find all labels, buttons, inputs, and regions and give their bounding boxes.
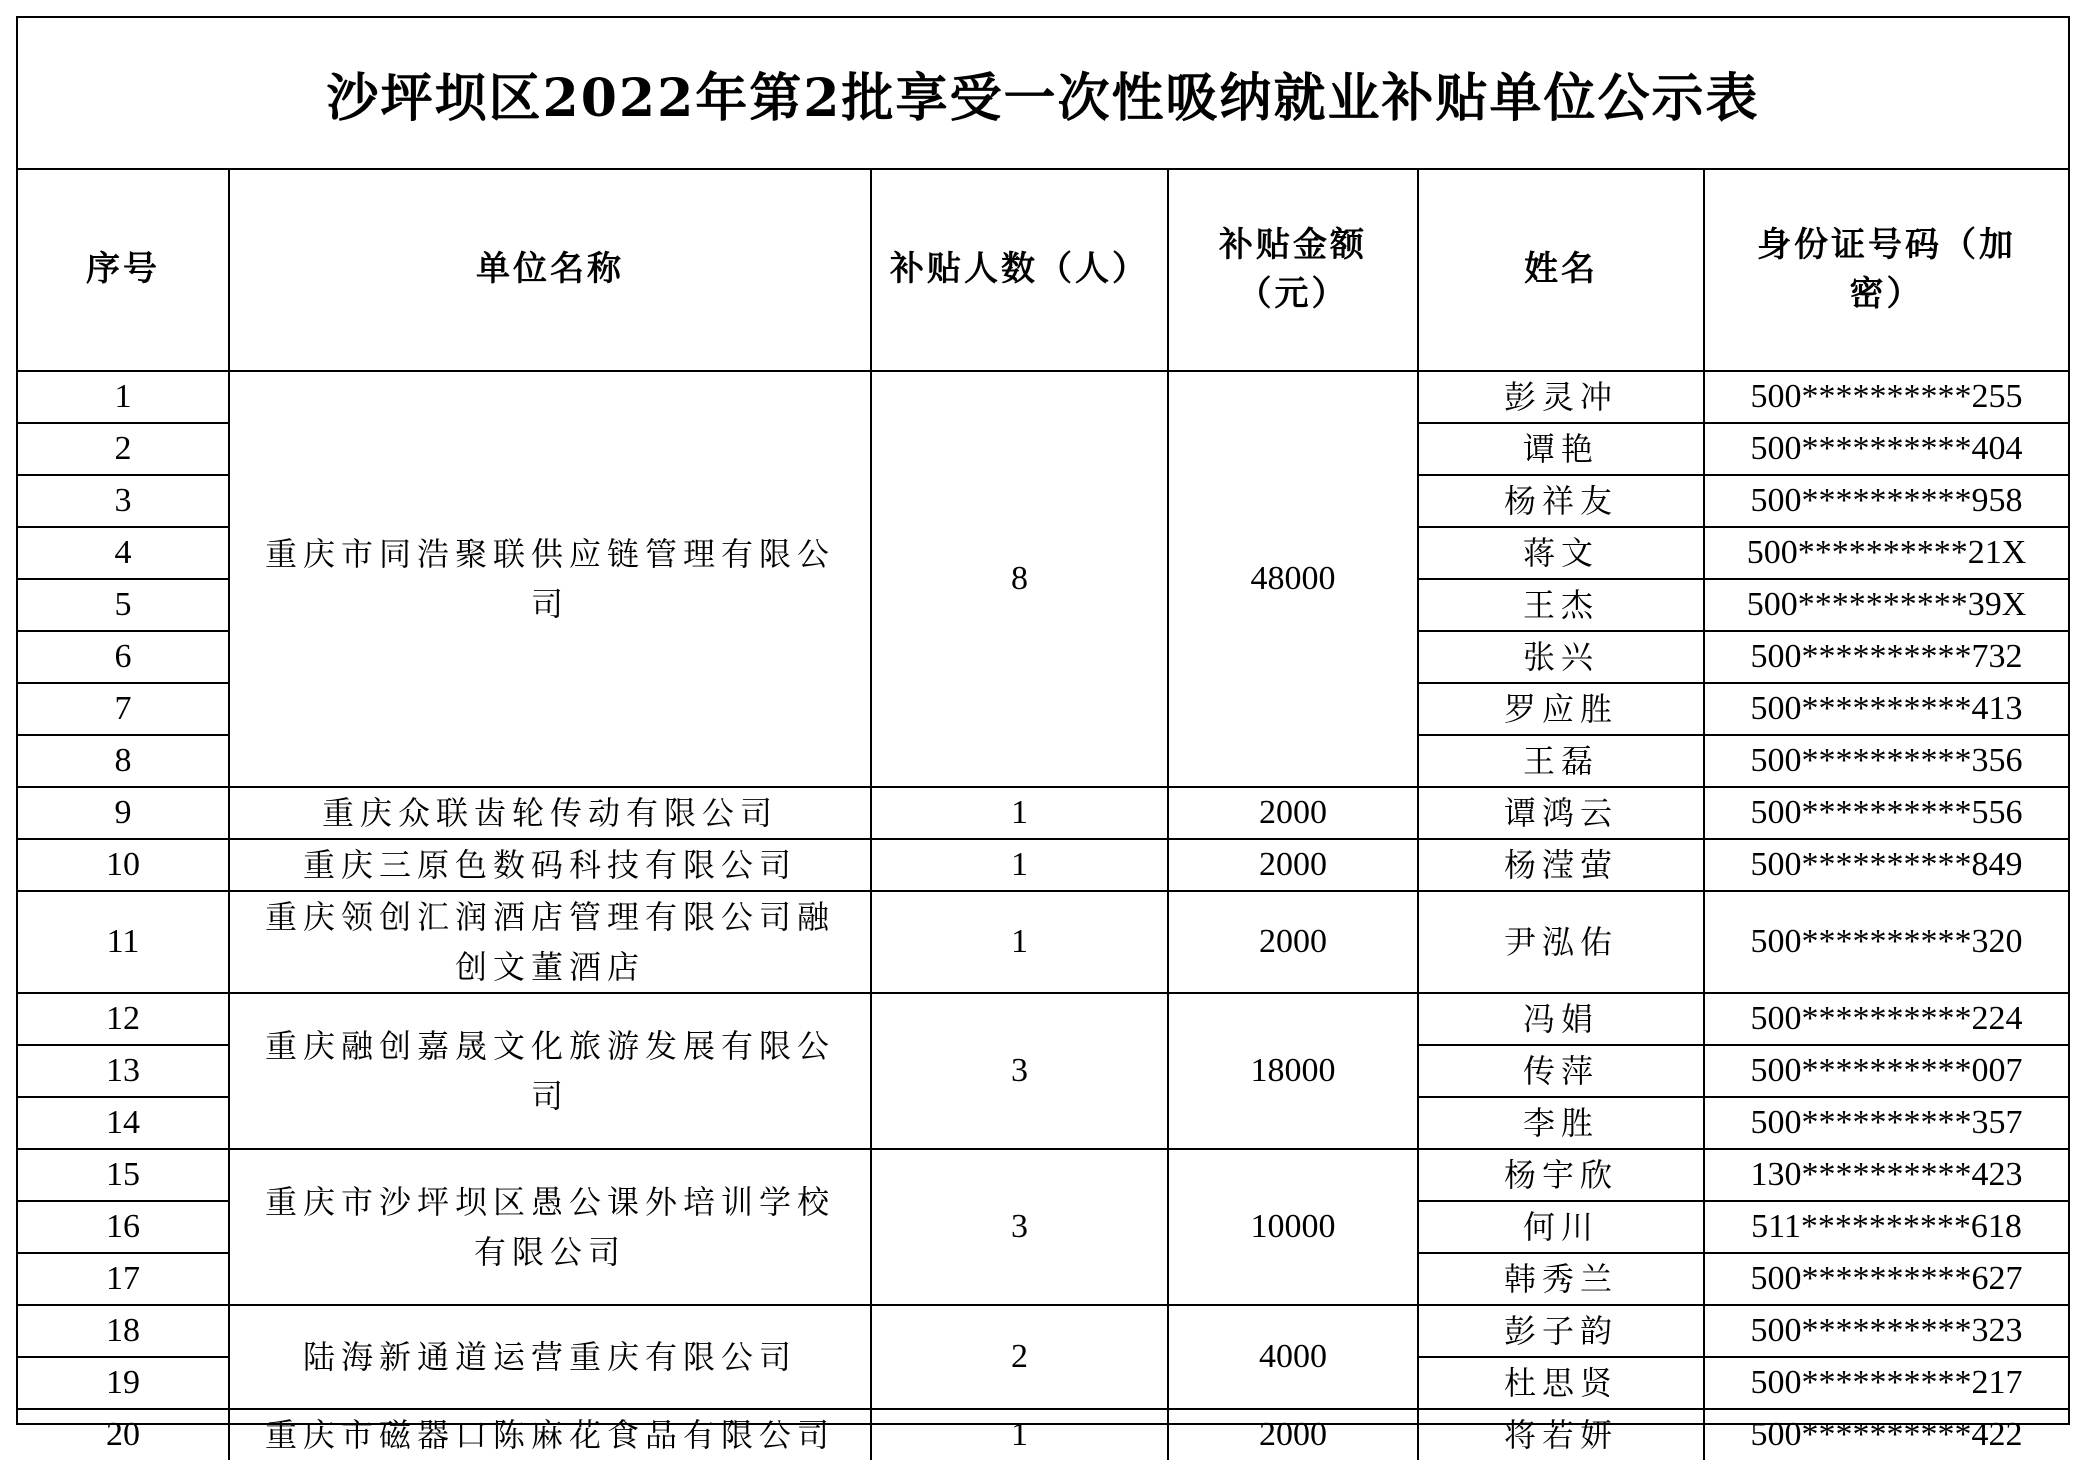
id-number: 500**********217 (1704, 1357, 2068, 1409)
subsidy-count: 1 (871, 1409, 1168, 1460)
header-index: 序号 (18, 170, 229, 371)
row-index: 6 (18, 631, 229, 683)
subsidy-count: 1 (871, 787, 1168, 839)
table-row (18, 1305, 2068, 1357)
person-name: 何川 (1418, 1201, 1704, 1253)
id-number: 500**********007 (1704, 1045, 2068, 1097)
table-row (18, 787, 2068, 839)
person-name: 冯娟 (1418, 993, 1704, 1045)
id-number: 500**********21X (1704, 527, 2068, 579)
company-name: 重庆市同浩聚联供应链管理有限公司 (229, 371, 871, 787)
row-index: 15 (18, 1149, 229, 1201)
row-index: 8 (18, 735, 229, 787)
company-name: 重庆融创嘉晟文化旅游发展有限公司 (229, 993, 871, 1149)
id-number: 500**********849 (1704, 839, 2068, 891)
id-number: 500**********357 (1704, 1097, 2068, 1149)
table-row (18, 371, 2068, 423)
subsidy-amount: 2000 (1168, 839, 1418, 891)
id-number: 500**********224 (1704, 993, 2068, 1045)
id-number: 500**********732 (1704, 631, 2068, 683)
subsidy-amount: 2000 (1168, 1409, 1418, 1460)
header-count: 补贴人数（人） (871, 170, 1168, 371)
person-name: 将若妍 (1418, 1409, 1704, 1460)
id-number: 500**********356 (1704, 735, 2068, 787)
id-number: 500**********958 (1704, 475, 2068, 527)
row-index: 1 (18, 371, 229, 423)
table-row (18, 839, 2068, 891)
header-row (18, 170, 2068, 371)
company-name: 重庆三原色数码科技有限公司 (229, 839, 871, 891)
subsidy-amount: 2000 (1168, 787, 1418, 839)
id-number: 500**********39X (1704, 579, 2068, 631)
row-index: 20 (18, 1409, 229, 1460)
subsidy-amount: 18000 (1168, 993, 1418, 1149)
id-number: 500**********320 (1704, 891, 2068, 993)
row-index: 10 (18, 839, 229, 891)
person-name: 谭艳 (1418, 423, 1704, 475)
row-index: 19 (18, 1357, 229, 1409)
id-number: 511**********618 (1704, 1201, 2068, 1253)
person-name: 张兴 (1418, 631, 1704, 683)
person-name: 蒋文 (1418, 527, 1704, 579)
header-id: 身份证号码（加密） (1704, 170, 2068, 371)
row-index: 5 (18, 579, 229, 631)
person-name: 杨祥友 (1418, 475, 1704, 527)
person-name: 尹泓佑 (1418, 891, 1704, 993)
title-bar (18, 18, 2068, 170)
subsidy-count: 3 (871, 1149, 1168, 1305)
row-index: 13 (18, 1045, 229, 1097)
person-name: 杨滢萤 (1418, 839, 1704, 891)
subsidy-amount: 4000 (1168, 1305, 1418, 1409)
person-name: 杨宇欣 (1418, 1149, 1704, 1201)
page-title: 沙坪坝区2022年第2批享受一次性吸纳就业补贴单位公示表 (326, 67, 1760, 129)
subsidy-count: 1 (871, 891, 1168, 993)
row-index: 14 (18, 1097, 229, 1149)
id-number: 130**********423 (1704, 1149, 2068, 1201)
person-name: 罗应胜 (1418, 683, 1704, 735)
subsidy-count: 2 (871, 1305, 1168, 1409)
header-company: 单位名称 (229, 170, 871, 371)
row-index: 7 (18, 683, 229, 735)
person-name: 传萍 (1418, 1045, 1704, 1097)
row-index: 2 (18, 423, 229, 475)
header-amount: 补贴金额（元） (1168, 170, 1418, 371)
table-row (18, 1149, 2068, 1201)
id-number: 500**********556 (1704, 787, 2068, 839)
id-number: 500**********413 (1704, 683, 2068, 735)
row-index: 16 (18, 1201, 229, 1253)
company-name: 陆海新通道运营重庆有限公司 (229, 1305, 871, 1409)
table-row (18, 891, 2068, 993)
subsidy-amount: 48000 (1168, 371, 1418, 787)
subsidy-count: 1 (871, 839, 1168, 891)
header-name: 姓名 (1418, 170, 1704, 371)
subsidy-amount: 10000 (1168, 1149, 1418, 1305)
subsidy-count: 8 (871, 371, 1168, 787)
row-index: 12 (18, 993, 229, 1045)
person-name: 彭子韵 (1418, 1305, 1704, 1357)
row-index: 17 (18, 1253, 229, 1305)
row-index: 4 (18, 527, 229, 579)
person-name: 杜思贤 (1418, 1357, 1704, 1409)
person-name: 韩秀兰 (1418, 1253, 1704, 1305)
subsidy-amount: 2000 (1168, 891, 1418, 993)
row-index: 9 (18, 787, 229, 839)
row-index: 18 (18, 1305, 229, 1357)
id-number: 500**********422 (1704, 1409, 2068, 1460)
id-number: 500**********627 (1704, 1253, 2068, 1305)
id-number: 500**********255 (1704, 371, 2068, 423)
person-name: 王磊 (1418, 735, 1704, 787)
table-row (18, 993, 2068, 1045)
person-name: 王杰 (1418, 579, 1704, 631)
row-index: 11 (18, 891, 229, 993)
subsidy-count: 3 (871, 993, 1168, 1149)
person-name: 彭灵冲 (1418, 371, 1704, 423)
public-notice-sheet (16, 16, 2070, 1454)
person-name: 谭鸿云 (1418, 787, 1704, 839)
company-name: 重庆众联齿轮传动有限公司 (229, 787, 871, 839)
company-name: 重庆市沙坪坝区愚公课外培训学校有限公司 (229, 1149, 871, 1305)
id-number: 500**********404 (1704, 423, 2068, 475)
company-name: 重庆领创汇润酒店管理有限公司融创文董酒店 (229, 891, 871, 993)
person-name: 李胜 (1418, 1097, 1704, 1149)
table-row (18, 1409, 2068, 1460)
subsidy-table (18, 170, 2068, 1460)
company-name: 重庆市磁器口陈麻花食品有限公司 (229, 1409, 871, 1460)
row-index: 3 (18, 475, 229, 527)
id-number: 500**********323 (1704, 1305, 2068, 1357)
